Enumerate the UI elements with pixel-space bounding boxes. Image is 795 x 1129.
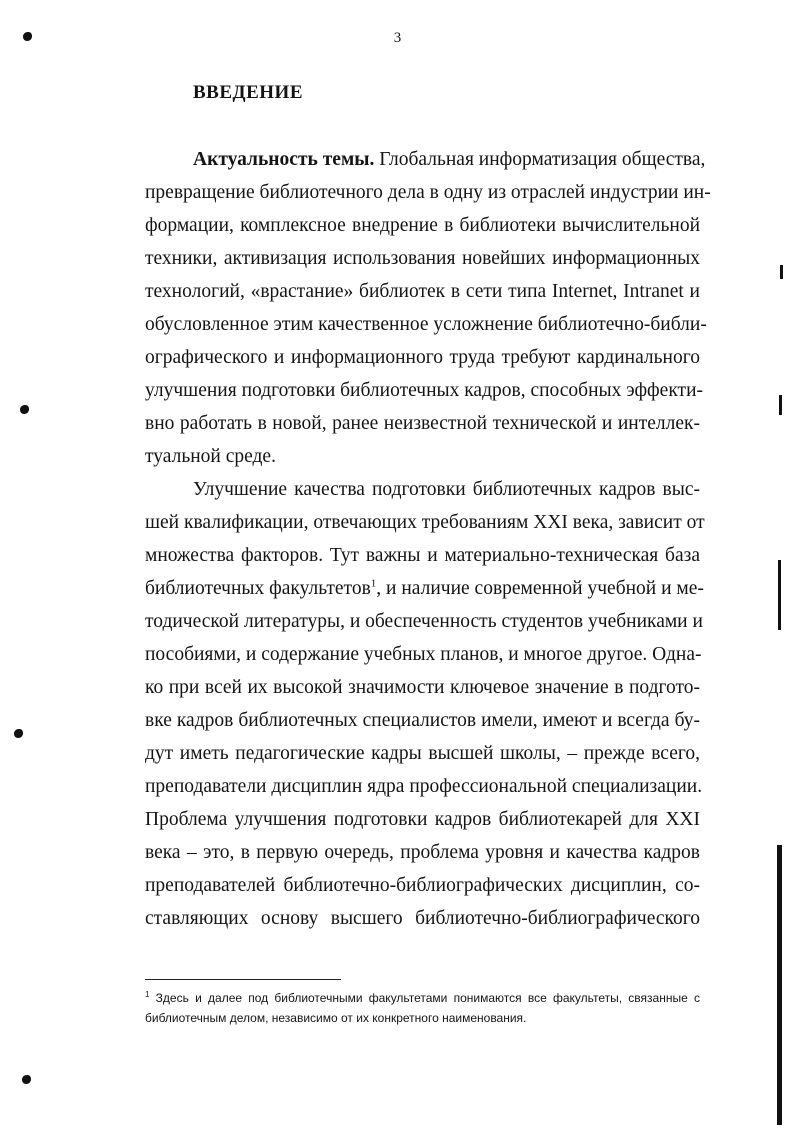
footnote-reference[interactable]: 1: [370, 577, 377, 590]
paragraph-text: Глобальная информатизация общества,: [374, 149, 706, 170]
paragraph-line: обусловленное этим качественное усложнение библиотечно-библи-: [145, 314, 707, 335]
footnote-line: [145, 990, 700, 1006]
run-in-heading: Актуальность темы.: [193, 149, 375, 170]
paragraph-line: формации, комплексное внедрение в библиотеки вычислительной: [145, 215, 700, 236]
paragraph-line: ко при всей их высокой значимости ключевое значение в подгото-: [145, 677, 700, 698]
paragraph-line: преподавателей библиотечно-библиографических дисциплин, со-: [145, 875, 700, 896]
scan-edge-mark: [777, 845, 782, 1125]
paragraph-line: тодической литературы, и обеспеченность студентов учебниками и: [145, 611, 703, 632]
paragraph-line: технологий, «врастание» библиотек в сети типа Internet, Intranet и: [145, 281, 700, 302]
scan-edge-mark: [779, 395, 782, 415]
paragraph-line: [145, 577, 704, 601]
paragraph-line: множества факторов. Тут важны и материально-техническая база: [145, 545, 700, 566]
binder-hole: [20, 405, 29, 414]
paragraph-line: туальной среде.: [145, 446, 276, 467]
footnote-line: библиотечным делом, независимо от их конкретного наименования.: [145, 1011, 527, 1025]
paragraph-line: Проблема улучшения подготовки кадров библиотекарей для XXI: [145, 809, 700, 830]
paragraph-line: вно работать в новой, ранее неизвестной технической и интеллек-: [145, 413, 700, 434]
paragraph-text: библиотечных факультетов: [145, 578, 371, 599]
paragraph-line: ставляющих основу высшего библиотечно-библиографического: [145, 908, 700, 929]
page-number: 3: [393, 30, 402, 46]
section-heading: ВВЕДЕНИЕ: [193, 82, 303, 103]
footnote-marker: 1: [145, 990, 150, 999]
binder-hole: [22, 1075, 31, 1084]
paragraph-line: века – это, в первую очередь, проблема уровня и качества кадров: [145, 842, 700, 863]
paragraph-line: Улучшение качества подготовки библиотечных кадров выс-: [193, 479, 700, 500]
paragraph-line: дут иметь педагогические кадры высшей школы, – прежде всего,: [145, 743, 700, 764]
paragraph-line: [193, 148, 706, 172]
footnote-separator: [145, 979, 341, 980]
footnote-text: Здесь и далее под библиотечными факультетами понимаются все факультеты, связанные с: [149, 991, 700, 1005]
paragraph-line: улучшения подготовки библиотечных кадров, способных эффекти-: [145, 380, 703, 401]
paragraph-line: ографического и информационного труда требуют кардинального: [145, 347, 700, 368]
paragraph-line: вке кадров библиотечных специалистов имели, имеют и всегда бу-: [145, 710, 700, 731]
paragraph-text: , и наличие современной учебной и ме-: [376, 578, 704, 599]
scan-edge-mark: [778, 560, 781, 630]
binder-hole: [23, 32, 32, 41]
paragraph-line: преподаватели дисциплин ядра профессиональной специализации.: [145, 776, 703, 797]
paragraph-line: пособиями, и содержание учебных планов, и многое другое. Однa-: [145, 644, 702, 665]
paragraph-line: превращение библиотечного дела в одну из отраслей индустрии ин-: [145, 182, 711, 203]
paragraph-line: шей квалификации, отвечающих требованиям XXI века, зависит от: [145, 512, 705, 533]
binder-hole: [14, 729, 23, 738]
paragraph-line: техники, активизация использования новейших информационных: [145, 248, 700, 269]
scan-edge-mark: [780, 265, 783, 279]
